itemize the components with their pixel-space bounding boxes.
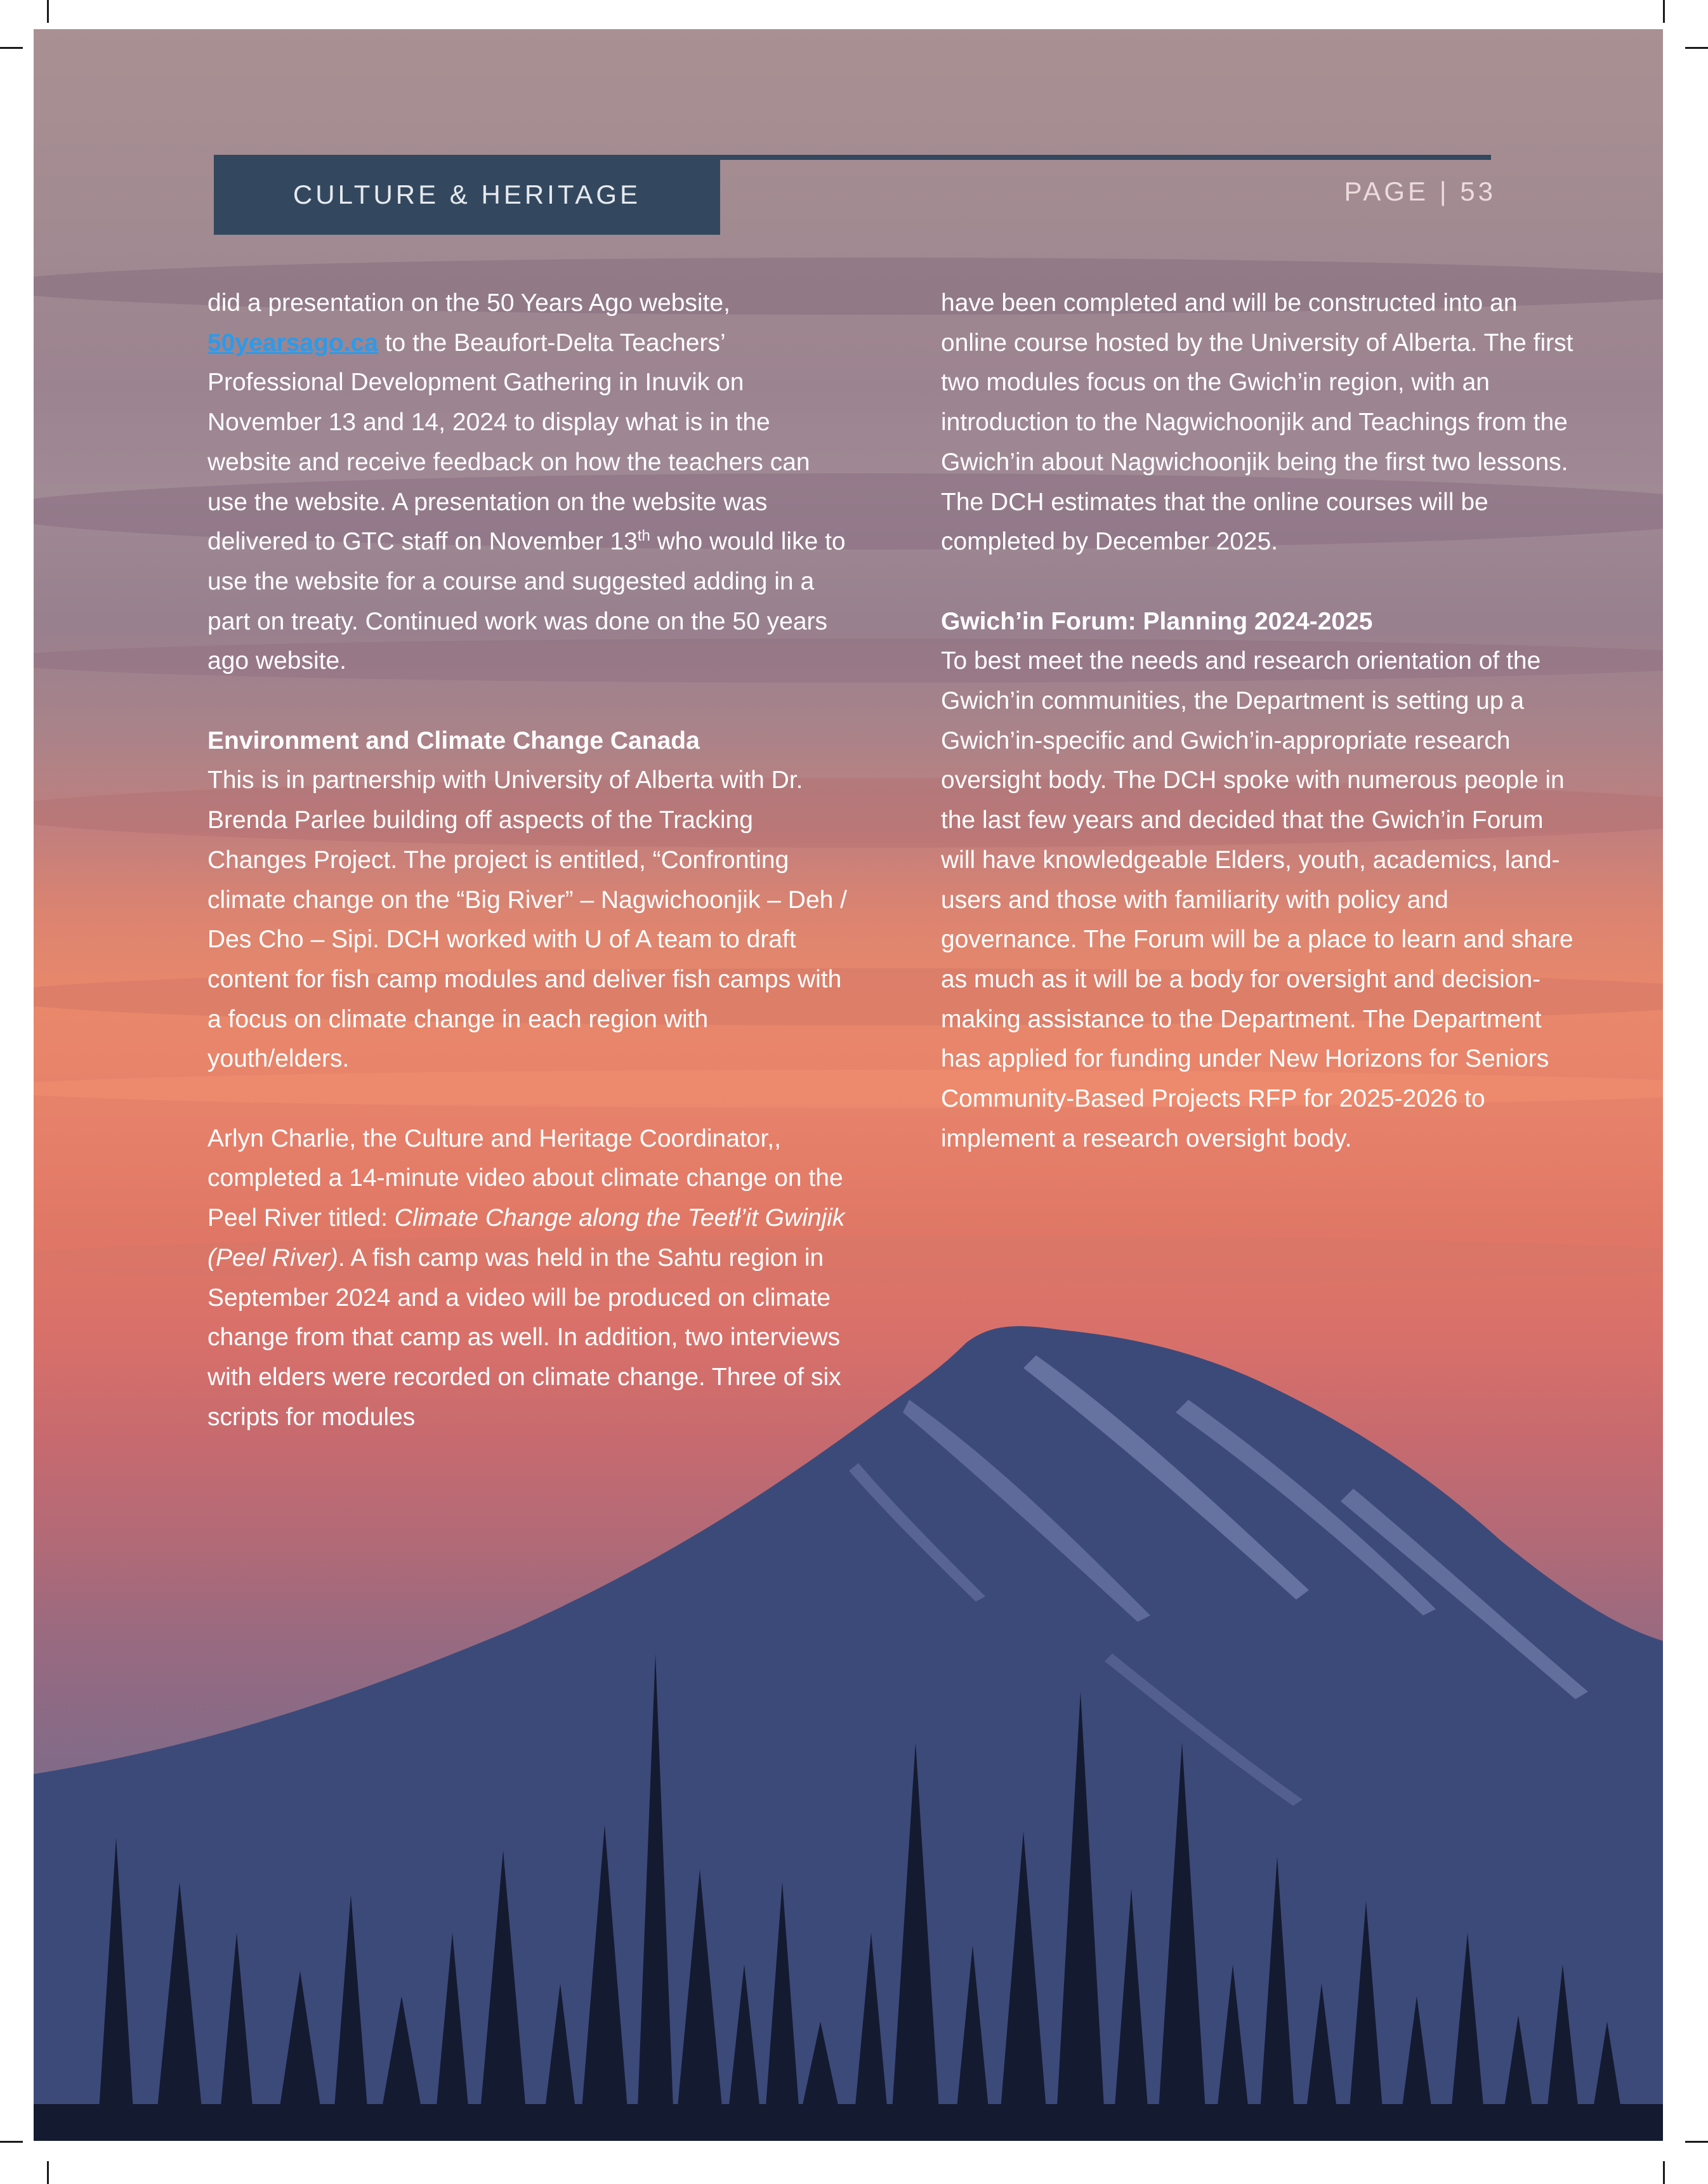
text: Arlyn Charlie, the Culture and Heritage Coordinator,, completed a 14-minute video about climate change on the Peel River titled: bbox=[207, 1124, 843, 1232]
left-column bbox=[207, 284, 848, 1437]
right-column bbox=[941, 284, 1582, 1159]
section-heading: Environment and Climate Change Canada bbox=[207, 727, 700, 754]
crop-mark bbox=[47, 2161, 49, 2184]
text: to the Beaufort-Delta Teachers’ Professional Development Gathering in Inuvik on November 13 and 14, 2024 to display what is in the website and receive feedback on how the teachers can use the website. A presentation on the website was delivered to GTC staff on November 13 bbox=[207, 329, 810, 556]
paragraph bbox=[207, 1119, 848, 1438]
crop-mark bbox=[0, 2141, 23, 2143]
crop-mark bbox=[1663, 2161, 1665, 2184]
text: who would like to use the website for a course and suggested adding in a part on treaty. Continued work was done on the 50 years ago website. bbox=[207, 528, 846, 675]
superscript: th bbox=[637, 527, 650, 545]
video-title: Climate Change along the Teetł’it Gwinjik (Peel River) bbox=[207, 1204, 845, 1272]
crop-mark bbox=[1663, 0, 1665, 23]
crop-mark bbox=[47, 0, 49, 23]
paragraph: This is in partnership with University of Alberta with Dr. Brenda Parlee building off aspects of the Tracking Changes Project. The project is entitled, “Confronting climate change on the “Big River” – Nagwichoonjik – Deh / Des Cho – Sipi. DCH worked with U of A team to draft content for fish camp modules and deliver fish camps with a focus on climate change in each region with youth/elders. bbox=[207, 766, 848, 1073]
section-heading: Gwich’in Forum: Planning 2024-2025 bbox=[941, 607, 1373, 635]
paragraph: have been completed and will be constructed into an online course hosted by the University of Alberta. The first two modules focus on the Gwich’in region, with an introduction to the Nagwichoonjik and Teachings from the Gwich’in about Nagwichoonjik being the first two lessons. The DCH estimates that the online courses will be completed by December 2025. bbox=[941, 289, 1573, 556]
text: did a presentation on the 50 Years Ago website, bbox=[207, 289, 730, 317]
website-link[interactable]: 50yearsago.ca bbox=[207, 329, 378, 357]
section-title: CULTURE & HERITAGE bbox=[292, 180, 641, 209]
text: . A fish camp was held in the Sahtu region in September 2024 and a video will be produced on climate change from that camp as well. In addition, two interviews with elders were recorded on climate change. Three of six scripts for modules bbox=[207, 1244, 841, 1431]
crop-mark bbox=[1685, 2141, 1708, 2143]
paragraph: To best meet the needs and research orientation of the Gwich’in communities, the Department is setting up a Gwich’in-specific and Gwich’in-appropriate research oversight body. The DCH spoke with numerous people in the last few years and decided that the Gwich’in Forum will have knowledgeable Elders, youth, academics, land-users and those with familiarity with policy and governance. The Forum will be a place to learn and share as much as it will be a body for oversight and decision-making assistance to the Department. The Department has applied for funding under New Horizons for Seniors Community-Based Projects RFP for 2025-2026 to implement a research oversight body. bbox=[941, 647, 1573, 1152]
crop-mark bbox=[1685, 47, 1708, 49]
crop-mark bbox=[0, 47, 23, 49]
paragraph bbox=[207, 284, 848, 681]
page-number: PAGE | 53 bbox=[1344, 176, 1496, 206]
